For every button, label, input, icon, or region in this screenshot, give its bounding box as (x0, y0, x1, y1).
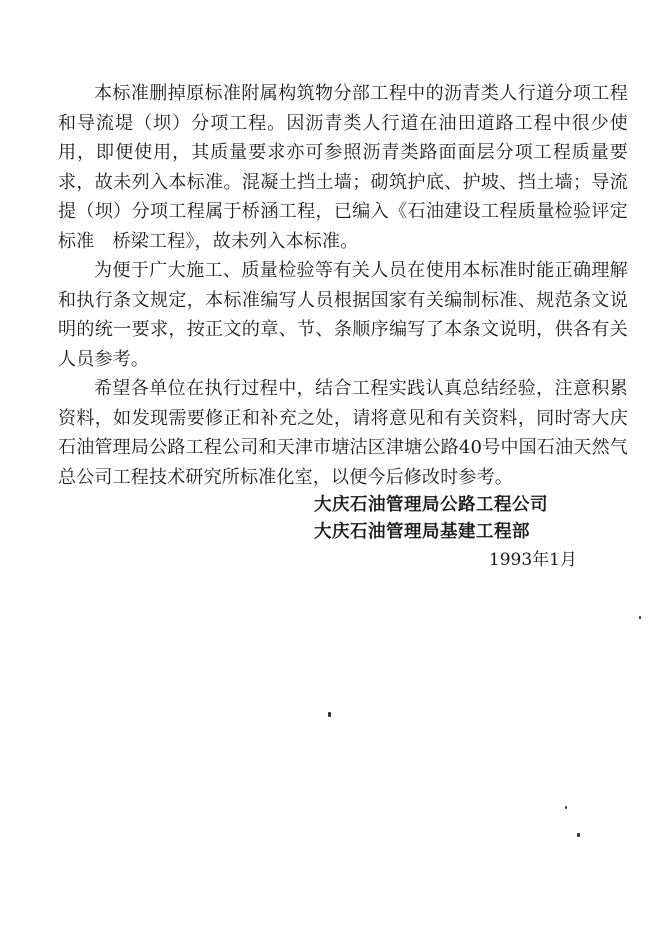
paragraph-3: 希望各单位在执行过程中，结合工程实践认真总结经验，注意积累资料，如发现需要修正和补充之处，请将意见和有关资料，同时寄大庆石油管理局公路工程公司和天津市塘沽区津塘公路40号中国石油天然气总公司工程技术研究所标准化室，以便今后修改时参考。 (58, 378, 628, 488)
scan-speck (328, 712, 331, 717)
paragraph-2: 为便于广大施工、质量检验等有关人员在使用本标准时能正确理解和执行条文规定，本标准编写人员根据国家有关编制标准、规范条文说明的统一要求，按正文的章、节、条顺序编写了本条文说明，供各有关人员参考。 (58, 260, 628, 370)
signature-org-1: 大庆石油管理局公路工程公司 (314, 495, 548, 515)
signature-block (300, 492, 585, 574)
scan-speck (577, 833, 580, 837)
signature-org-2: 大庆石油管理局基建工程部 (314, 522, 530, 542)
scan-speck (639, 616, 641, 619)
document-body (58, 79, 628, 492)
paragraph-1: 本标准删掉原标准附属构筑物分部工程中的沥青类人行道分项工程和导流堤（坝）分项工程。因沥青类人行道在油田道路工程中很少使用，即便使用，其质量要求亦可参照沥青类路面面层分项工程质量要求，故未列入本标准。混凝土挡土墙；砌筑护底、护坡、挡土墙；导流提（坝）分项工程属于桥涵工程，已编入《石油建设工程质量检验评定标准 桥梁工程》，故未列入本标准。 (58, 83, 628, 252)
scan-speck (565, 806, 567, 809)
signature-date: 1993年1月 (488, 550, 577, 570)
